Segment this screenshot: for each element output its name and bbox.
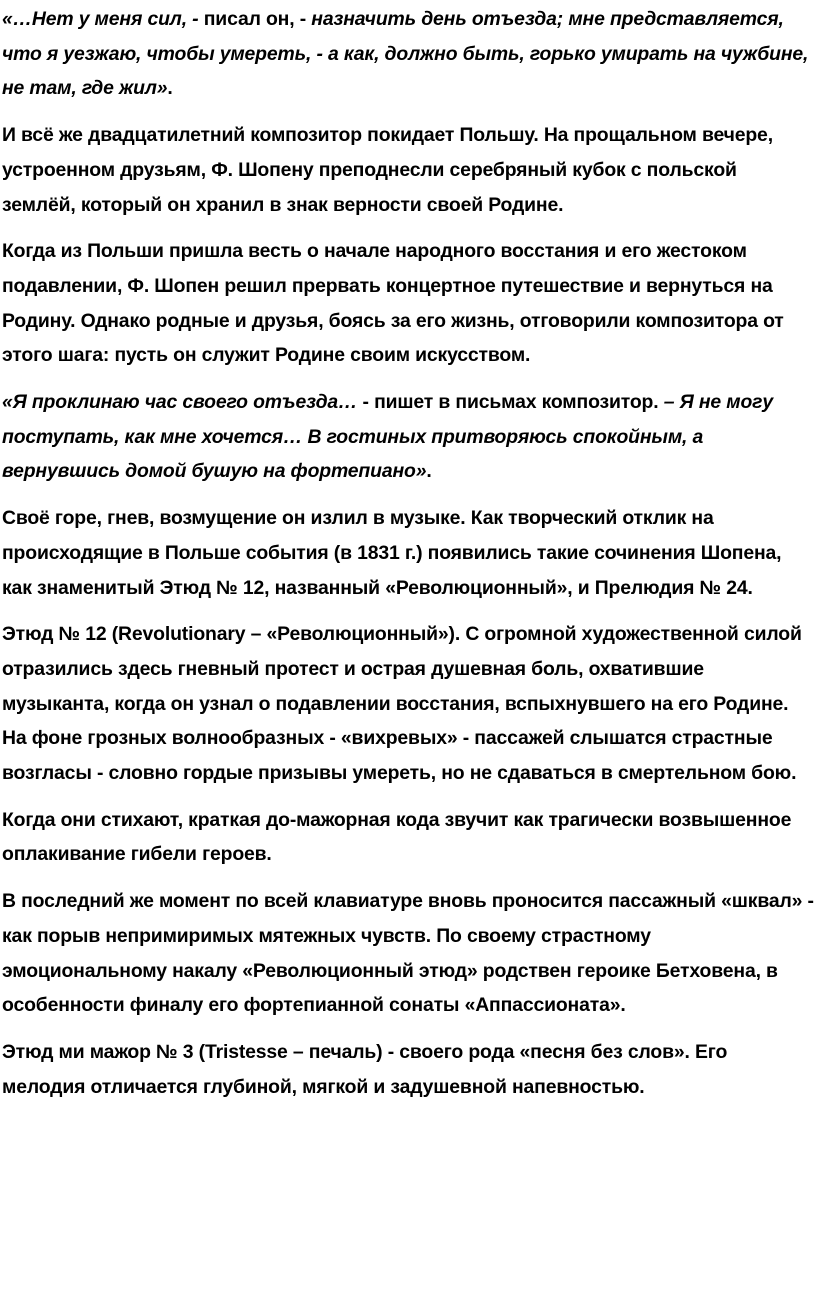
- quote-text: «Я проклинаю час своего отъезда…: [2, 391, 363, 414]
- paragraph-text: Когда они стихают, краткая до-мажорная кода звучит как трагически возвышенное оплакивание гибели героев.: [2, 808, 792, 866]
- paragraph-quote-departure: [2, 2, 814, 106]
- punctuation-text: .: [167, 77, 173, 100]
- paragraph-final-squall: [2, 884, 814, 1023]
- paragraph-text: И всё же двадцатилетний композитор покидает Польшу. На прощальном вечере, устроенном друзьям, Ф. Шопену преподнесли серебряный кубок с польской землёй, который он хранил в знак верности своей Родине.: [2, 124, 773, 216]
- punctuation-text: .: [426, 460, 432, 483]
- paragraph-text: В последний же момент по всей клавиатуре вновь проносится пассажный «шквал» - как порыв непримиримых мятежных чувств. По своему страстному эмоциональному накалу «Революционный этюд» родствен героике Бетховена, в особенности финалу его фортепианной сонаты «Аппассионата».: [2, 890, 814, 1017]
- paragraph-text: Этюд № 12 (Revolutionary – «Революционный»). С огромной художественной силой отразились здесь гневный протест и острая душевная боль, охватившие музыканта, когда он узнал о подавлении восстания, вспыхнувшего на его Родине. На фоне грозных волнообразных - «вихревых» - пассажей слышатся страстные возгласы - словно гордые призывы умереть, но не сдаваться в смертельном бою.: [2, 623, 802, 785]
- paragraph-uprising-news: [2, 234, 814, 373]
- quote-text: – Я не могу поступать, как мне хочется… В гостиных притворяюсь спокойным, а вернувшись домой бушую на фортепиано»: [2, 391, 773, 483]
- quote-text: «…Нет у меня сил, -: [2, 8, 204, 30]
- paragraph-etude-3: [2, 1035, 814, 1104]
- narration-text: - пишет в письмах композитор.: [362, 391, 664, 414]
- paragraph-text: Этюд ми мажор № 3 (Tristesse – печаль) - своего рода «песня без слов». Его мелодия отличается глубиной, мягкой и задушевной напевностью.: [2, 1040, 728, 1098]
- paragraph-text: Когда из Польши пришла весть о начале народного восстания и его жестоком подавлении, Ф. Шопен решил прервать концертное путешествие и вернуться на Родину. Однако родные и друзья, боясь за его жизнь, отговорили композитора от этого шага: пусть он служит Родине своим искусством.: [2, 240, 784, 367]
- paragraph-etude-12: [2, 617, 814, 791]
- paragraph-text: Своё горе, гнев, возмущение он излил в музыке. Как творческий отклик на происходящие в Польше события (в 1831 г.) появились такие сочинения Шопена, как знаменитый Этюд № 12, названный «Революционный», и Прелюдия № 24.: [2, 507, 782, 599]
- paragraph-leaving-poland: [2, 118, 814, 222]
- quote-text: назначить день отъезда; мне представляется, что я уезжаю, чтобы умереть, - а как, должно быть, горько умирать на чужбине, не там, где жил»: [2, 8, 809, 100]
- paragraph-coda: [2, 803, 814, 872]
- narration-text: писал он, -: [203, 8, 312, 30]
- paragraph-grief-in-music: [2, 501, 814, 605]
- paragraph-quote-letters: [2, 385, 814, 489]
